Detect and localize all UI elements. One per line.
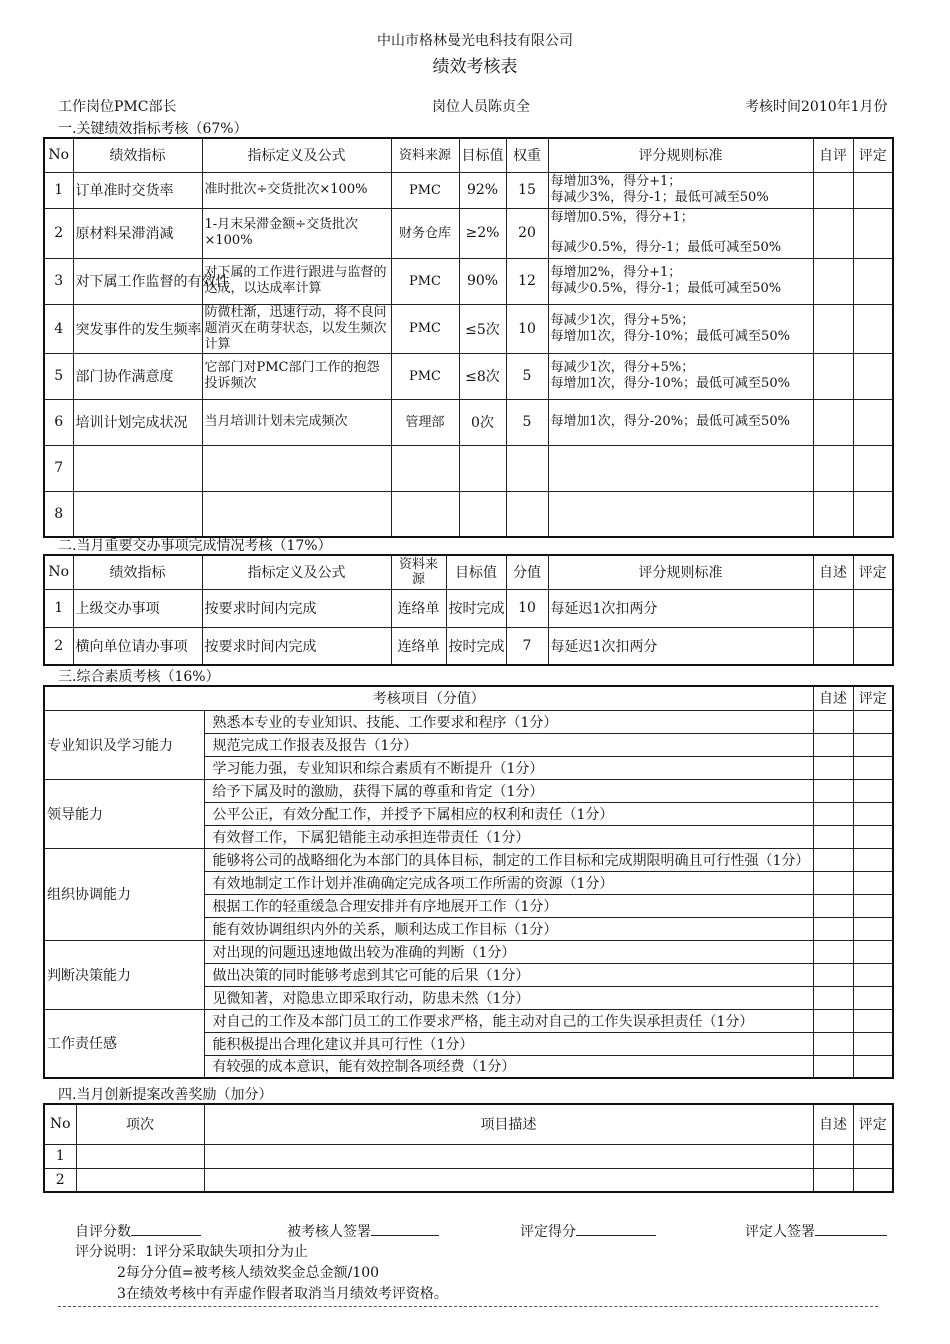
kpi-self-cell[interactable] bbox=[813, 172, 853, 208]
quality-self-cell[interactable] bbox=[813, 1009, 853, 1032]
task-name: 横向单位请办事项 bbox=[73, 627, 202, 665]
kpi-judge-cell[interactable] bbox=[853, 399, 893, 445]
quality-judge-cell[interactable] bbox=[853, 756, 893, 779]
table-row bbox=[44, 399, 893, 445]
tasks-header-def: 指标定义及公式 bbox=[202, 555, 391, 589]
table-row bbox=[44, 208, 893, 258]
kpi-header-rule: 评分规则标准 bbox=[548, 138, 813, 172]
quality-item: 规范完成工作报表及报告（1分） bbox=[204, 733, 813, 756]
innovation-desc-cell[interactable] bbox=[204, 1168, 813, 1192]
judge-sign-label: 评定人签署 bbox=[745, 1224, 815, 1240]
innovation-no: 1 bbox=[44, 1144, 76, 1168]
tasks-header-judge: 评定 bbox=[853, 555, 893, 589]
kpi-weight: 5 bbox=[506, 353, 548, 399]
page-title: 绩效考核表 bbox=[432, 57, 518, 77]
innovation-no: 2 bbox=[44, 1168, 76, 1192]
kpi-header-self: 自评 bbox=[813, 138, 853, 172]
assessee-sign-label: 被考核人签署 bbox=[287, 1224, 371, 1240]
kpi-src: PMC bbox=[391, 258, 459, 304]
kpi-rule-line1: 每减少1次，得分+5%； bbox=[550, 312, 695, 328]
quality-self-cell[interactable] bbox=[813, 733, 853, 756]
quality-item: 有效地制定工作计划并准确确定完成各项工作所需的资源（1分） bbox=[204, 871, 813, 894]
quality-judge-cell[interactable] bbox=[853, 963, 893, 986]
kpi-def[interactable] bbox=[202, 491, 391, 537]
kpi-judge-cell[interactable] bbox=[853, 172, 893, 208]
kpi-rule bbox=[548, 172, 813, 208]
quality-item: 学习能力强，专业知识和综合素质有不断提升（1分） bbox=[204, 756, 813, 779]
quality-self-cell[interactable] bbox=[813, 940, 853, 963]
tasks-header-row bbox=[44, 555, 893, 589]
note-line-3: 3在绩效考核中有弄虚作假者取消当月绩效考评资格。 bbox=[117, 1286, 448, 1302]
table-row bbox=[44, 304, 893, 353]
kpi-rule bbox=[548, 353, 813, 399]
period-field bbox=[745, 96, 888, 116]
task-src: 连络单 bbox=[391, 589, 446, 627]
task-judge-cell[interactable] bbox=[853, 627, 893, 665]
quality-group-name: 工作责任感 bbox=[44, 1009, 204, 1078]
kpi-rule-line2: 每减少0.5%，得分-1；最低可减至50% bbox=[550, 240, 782, 255]
kpi-no: 3 bbox=[44, 258, 73, 304]
person-value: 陈贞全 bbox=[488, 99, 530, 115]
task-judge-cell[interactable] bbox=[853, 589, 893, 627]
post-label: 工作岗位 bbox=[58, 99, 114, 115]
tasks-header-no: No bbox=[44, 555, 73, 589]
quality-judge-cell[interactable] bbox=[853, 986, 893, 1009]
kpi-self-cell[interactable] bbox=[813, 491, 853, 537]
quality-self-cell[interactable] bbox=[813, 825, 853, 848]
quality-self-cell[interactable] bbox=[813, 756, 853, 779]
quality-self-cell[interactable] bbox=[813, 871, 853, 894]
quality-self-cell[interactable] bbox=[813, 986, 853, 1009]
section3-title-text: 三.综合素质考核 bbox=[58, 669, 161, 685]
company-name: 中山市格林曼光电科技有限公司 bbox=[377, 33, 573, 49]
kpi-weight[interactable] bbox=[506, 491, 548, 537]
kpi-def: 准时批次÷交货批次×100% bbox=[202, 172, 391, 208]
post-field bbox=[58, 96, 176, 116]
kpi-target: ≥2% bbox=[459, 208, 506, 258]
self-score-field bbox=[75, 1221, 201, 1241]
kpi-target: ≤8次 bbox=[459, 353, 506, 399]
kpi-no: 4 bbox=[44, 304, 73, 353]
quality-self-cell[interactable] bbox=[813, 710, 853, 733]
tasks-header-src: 资料来源 bbox=[391, 555, 446, 589]
kpi-header-kpi: 绩效指标 bbox=[73, 138, 202, 172]
kpi-def: 1-月末呆滞金额÷交货批次×100% bbox=[202, 208, 391, 258]
quality-judge-cell[interactable] bbox=[853, 940, 893, 963]
notes bbox=[75, 1241, 308, 1261]
kpi-src: 管理部 bbox=[391, 399, 459, 445]
person-label: 岗位人员 bbox=[432, 99, 488, 115]
innovation-header-judge: 评定 bbox=[853, 1104, 893, 1144]
post-value: PMC部长 bbox=[114, 99, 177, 115]
self-score-line[interactable] bbox=[131, 1235, 201, 1236]
innovation-header-row bbox=[44, 1104, 893, 1144]
kpi-header-weight: 权重 bbox=[506, 138, 548, 172]
task-def: 按要求时间内完成 bbox=[202, 589, 391, 627]
task-score: 7 bbox=[506, 627, 548, 665]
task-rule: 每延迟1次扣两分 bbox=[548, 589, 813, 627]
judge-score-line[interactable] bbox=[576, 1235, 656, 1236]
kpi-rule-line1: 每减少1次，得分+5%； bbox=[550, 360, 695, 375]
cut-line-divider bbox=[58, 1306, 878, 1307]
quality-item: 做出决策的同时能够考虑到其它可能的后果（1分） bbox=[204, 963, 813, 986]
quality-judge-cell[interactable] bbox=[853, 848, 893, 871]
task-no: 1 bbox=[44, 589, 73, 627]
quality-group-name: 判断决策能力 bbox=[44, 940, 204, 1009]
kpi-header-target: 目标值 bbox=[459, 138, 506, 172]
kpi-target: ≤5次 bbox=[459, 304, 506, 353]
quality-self-cell[interactable] bbox=[813, 963, 853, 986]
quality-item: 对自己的工作及本部门员工的工作要求严格，能主动对自己的工作失误承担责任（1分） bbox=[204, 1009, 813, 1032]
assessee-sign-field bbox=[287, 1221, 439, 1241]
quality-judge-cell[interactable] bbox=[853, 1055, 893, 1078]
innovation-self-cell[interactable] bbox=[813, 1168, 853, 1192]
table-row bbox=[44, 710, 893, 733]
quality-judge-cell[interactable] bbox=[853, 894, 893, 917]
task-self-cell[interactable] bbox=[813, 589, 853, 627]
kpi-header-def: 指标定义及公式 bbox=[202, 138, 391, 172]
quality-self-cell[interactable] bbox=[813, 848, 853, 871]
section1-weight: （67%） bbox=[188, 121, 248, 137]
period-value: 2010年1月份 bbox=[801, 99, 888, 115]
quality-self-cell[interactable] bbox=[813, 1055, 853, 1078]
self-score-label: 自评分数 bbox=[75, 1224, 131, 1240]
kpi-judge-cell[interactable] bbox=[853, 258, 893, 304]
innovation-judge-cell[interactable] bbox=[853, 1144, 893, 1168]
kpi-weight: 12 bbox=[506, 258, 548, 304]
innovation-table bbox=[43, 1103, 894, 1193]
quality-self-cell[interactable] bbox=[813, 894, 853, 917]
table-row bbox=[44, 353, 893, 399]
quality-judge-cell[interactable] bbox=[853, 779, 893, 802]
period-label: 考核时间 bbox=[745, 99, 801, 115]
kpi-rule-line1: 每增加1次，得分-20%；最低可减至50% bbox=[550, 414, 790, 429]
kpi-def: 当月培训计划未完成频次 bbox=[202, 399, 391, 445]
kpi-weight: 15 bbox=[506, 172, 548, 208]
table-row bbox=[44, 491, 893, 537]
kpi-target: 90% bbox=[459, 258, 506, 304]
quality-judge-cell[interactable] bbox=[853, 802, 893, 825]
kpi-name: 对下属工作监督的有效性 bbox=[73, 258, 202, 304]
task-score: 10 bbox=[506, 589, 548, 627]
section4-title bbox=[58, 1084, 272, 1104]
judge-score-label: 评定得分 bbox=[520, 1224, 576, 1240]
quality-item: 能积极提出合理化建议并具可行性（1分） bbox=[204, 1032, 813, 1055]
kpi-judge-cell[interactable] bbox=[853, 445, 893, 491]
kpi-rule[interactable] bbox=[548, 491, 813, 537]
table-row bbox=[44, 940, 893, 963]
kpi-no: 5 bbox=[44, 353, 73, 399]
kpi-name: 培训计划完成状况 bbox=[73, 399, 202, 445]
kpi-self-cell[interactable] bbox=[813, 208, 853, 258]
kpi-judge-cell[interactable] bbox=[853, 304, 893, 353]
person-field bbox=[432, 96, 530, 116]
quality-judge-cell[interactable] bbox=[853, 825, 893, 848]
quality-item: 见微知著，对隐患立即采取行动，防患未然（1分） bbox=[204, 986, 813, 1009]
tasks-header-score: 分值 bbox=[506, 555, 548, 589]
note-line-1: 1评分采取缺失项扣分为止 bbox=[145, 1244, 308, 1260]
task-name: 上级交办事项 bbox=[73, 589, 202, 627]
kpi-name: 原材料呆滞消减 bbox=[73, 208, 202, 258]
quality-group-name: 组织协调能力 bbox=[44, 848, 204, 940]
quality-self-cell[interactable] bbox=[813, 917, 853, 940]
innovation-self-cell[interactable] bbox=[813, 1144, 853, 1168]
innovation-header-item: 项次 bbox=[76, 1104, 204, 1144]
kpi-judge-cell[interactable] bbox=[853, 208, 893, 258]
tasks-header-target: 目标值 bbox=[446, 555, 506, 589]
quality-table bbox=[43, 685, 894, 1079]
quality-item: 有效督工作，下属犯错能主动承担连带责任（1分） bbox=[204, 825, 813, 848]
kpi-weight: 10 bbox=[506, 304, 548, 353]
table-row bbox=[44, 258, 893, 304]
kpi-name: 突发事件的发生频率 bbox=[73, 304, 202, 353]
innovation-desc-cell[interactable] bbox=[204, 1144, 813, 1168]
kpi-judge-cell[interactable] bbox=[853, 491, 893, 537]
kpi-src[interactable] bbox=[391, 445, 459, 491]
task-rule: 每延迟1次扣两分 bbox=[548, 627, 813, 665]
kpi-no: 7 bbox=[44, 445, 73, 491]
kpi-self-cell[interactable] bbox=[813, 258, 853, 304]
quality-item: 有较强的成本意识，能有效控制各项经费（1分） bbox=[204, 1055, 813, 1078]
section1-title bbox=[58, 118, 248, 138]
table-row bbox=[44, 1168, 893, 1192]
innovation-header-no: No bbox=[44, 1104, 76, 1144]
kpi-weight: 20 bbox=[506, 208, 548, 258]
quality-item: 能够将公司的战略细化为本部门的具体目标，制定的工作目标和完成期限明确且可行性强（1分） bbox=[204, 848, 813, 871]
kpi-header-judge: 评定 bbox=[853, 138, 893, 172]
kpi-target: 92% bbox=[459, 172, 506, 208]
task-def: 按要求时间内完成 bbox=[202, 627, 391, 665]
table-row bbox=[44, 848, 893, 871]
section4-title-text: 四.当月创新提案改善奖励 bbox=[58, 1087, 217, 1103]
kpi-def: 对下属的工作进行跟进与监督的达成，以达成率计算 bbox=[202, 258, 391, 304]
task-src: 连络单 bbox=[391, 627, 446, 665]
quality-item: 公平公正，有效分配工作，并授予下属相应的权利和责任（1分） bbox=[204, 802, 813, 825]
quality-item: 根据工作的轻重缓急合理安排并有序地展开工作（1分） bbox=[204, 894, 813, 917]
tasks-header-rule: 评分规则标准 bbox=[548, 555, 813, 589]
section4-weight: （加分） bbox=[216, 1087, 273, 1103]
quality-judge-cell[interactable] bbox=[853, 733, 893, 756]
kpi-judge-cell[interactable] bbox=[853, 353, 893, 399]
kpi-no: 6 bbox=[44, 399, 73, 445]
kpi-header-src: 资料来源 bbox=[391, 138, 459, 172]
quality-judge-cell[interactable] bbox=[853, 1032, 893, 1055]
kpi-no: 1 bbox=[44, 172, 73, 208]
quality-judge-cell[interactable] bbox=[853, 1009, 893, 1032]
kpi-name[interactable] bbox=[73, 491, 202, 537]
table-row bbox=[44, 1144, 893, 1168]
quality-judge-cell[interactable] bbox=[853, 710, 893, 733]
innovation-item-cell[interactable] bbox=[76, 1144, 204, 1168]
kpi-src: PMC bbox=[391, 353, 459, 399]
kpi-rule bbox=[548, 258, 813, 304]
table-row bbox=[44, 445, 893, 491]
assessee-sign-line[interactable] bbox=[371, 1235, 439, 1236]
judge-score-field bbox=[520, 1221, 656, 1241]
innovation-judge-cell[interactable] bbox=[853, 1168, 893, 1192]
task-no: 2 bbox=[44, 627, 73, 665]
kpi-rule-line2: 每减少0.5%，得分-1；最低可减至50% bbox=[550, 281, 782, 296]
quality-group-name: 领导能力 bbox=[44, 779, 204, 848]
innovation-header-self: 自述 bbox=[813, 1104, 853, 1144]
quality-self-cell[interactable] bbox=[813, 779, 853, 802]
quality-item: 熟悉本专业的专业知识、技能、工作要求和程序（1分） bbox=[204, 710, 813, 733]
table-row bbox=[44, 172, 893, 208]
table-row bbox=[44, 589, 893, 627]
kpi-no: 8 bbox=[44, 491, 73, 537]
kpi-rule bbox=[548, 304, 813, 353]
kpi-self-cell[interactable] bbox=[813, 445, 853, 491]
kpi-name: 部门协作满意度 bbox=[73, 353, 202, 399]
note-line-2: 2每分分值=被考核人绩效奖金总金额/100 bbox=[117, 1265, 380, 1281]
innovation-item-cell[interactable] bbox=[76, 1168, 204, 1192]
kpi-target[interactable] bbox=[459, 491, 506, 537]
kpi-target: 0次 bbox=[459, 399, 506, 445]
kpi-weight[interactable] bbox=[506, 445, 548, 491]
kpi-src: PMC bbox=[391, 304, 459, 353]
kpi-self-cell[interactable] bbox=[813, 399, 853, 445]
kpi-table bbox=[43, 137, 894, 538]
kpi-def: 它部门对PMC部门工作的抱怨投诉频次 bbox=[202, 353, 391, 399]
quality-judge-cell[interactable] bbox=[853, 871, 893, 894]
kpi-weight: 5 bbox=[506, 399, 548, 445]
section2-weight: （17%） bbox=[272, 538, 332, 554]
kpi-rule-line1: 每增加2%，得分+1； bbox=[550, 265, 682, 280]
kpi-rule-line2: 每增加1次，得分-10%；最低可减至50% bbox=[550, 376, 790, 391]
judge-sign-field bbox=[745, 1221, 887, 1241]
kpi-header-row bbox=[44, 138, 893, 172]
section2-title bbox=[58, 535, 332, 555]
kpi-self-cell[interactable] bbox=[813, 353, 853, 399]
section2-title-text: 二.当月重要交办事项完成情况考核 bbox=[58, 538, 273, 554]
kpi-target[interactable] bbox=[459, 445, 506, 491]
quality-self-cell[interactable] bbox=[813, 802, 853, 825]
section3-title bbox=[58, 666, 220, 686]
judge-sign-line[interactable] bbox=[815, 1235, 887, 1236]
quality-item: 给予下属及时的激励，获得下属的尊重和肯定（1分） bbox=[204, 779, 813, 802]
section3-weight: （16%） bbox=[160, 669, 220, 685]
kpi-no: 2 bbox=[44, 208, 73, 258]
quality-item: 对出现的问题迅速地做出较为准确的判断（1分） bbox=[204, 940, 813, 963]
kpi-header-no: No bbox=[44, 138, 73, 172]
tasks-header-kpi: 绩效指标 bbox=[73, 555, 202, 589]
tasks-header-self: 自述 bbox=[813, 555, 853, 589]
kpi-src: PMC bbox=[391, 172, 459, 208]
quality-header-self: 自述 bbox=[813, 686, 853, 710]
kpi-rule-line1: 每增加3%，得分+1； bbox=[550, 174, 682, 189]
quality-header-items: 考核项目（分值） bbox=[44, 686, 813, 710]
quality-self-cell[interactable] bbox=[813, 1032, 853, 1055]
quality-header-judge: 评定 bbox=[853, 686, 893, 710]
kpi-rule bbox=[548, 208, 813, 258]
kpi-src[interactable] bbox=[391, 491, 459, 537]
task-target: 按时完成 bbox=[446, 589, 506, 627]
table-row bbox=[44, 627, 893, 665]
kpi-rule bbox=[548, 399, 813, 445]
quality-item: 能有效协调组织内外的关系，顺利达成工作目标（1分） bbox=[204, 917, 813, 940]
quality-header-row bbox=[44, 686, 893, 710]
kpi-src: 财务仓库 bbox=[391, 208, 459, 258]
kpi-rule-line2: 每增加1次，得分-10%；最低可减至50% bbox=[550, 328, 790, 344]
task-self-cell[interactable] bbox=[813, 627, 853, 665]
kpi-name: 订单准时交货率 bbox=[73, 172, 202, 208]
kpi-rule-line1: 每增加0.5%，得分+1； bbox=[550, 210, 694, 225]
tasks-table bbox=[43, 554, 894, 666]
quality-judge-cell[interactable] bbox=[853, 917, 893, 940]
kpi-def: 防微杜渐，迅速行动，将不良问题消灭在萌芽状态，以发生频次计算 bbox=[202, 304, 391, 353]
section1-title-text: 一.关键绩效指标考核 bbox=[58, 121, 189, 137]
kpi-self-cell[interactable] bbox=[813, 304, 853, 353]
notes-label: 评分说明： bbox=[75, 1244, 145, 1260]
quality-group-name: 专业知识及学习能力 bbox=[44, 710, 204, 779]
kpi-name[interactable] bbox=[73, 445, 202, 491]
kpi-rule[interactable] bbox=[548, 445, 813, 491]
table-row bbox=[44, 1009, 893, 1032]
innovation-header-desc: 项目描述 bbox=[204, 1104, 813, 1144]
kpi-rule-line2: 每减少3%，得分-1；最低可减至50% bbox=[550, 190, 769, 205]
task-target: 按时完成 bbox=[446, 627, 506, 665]
kpi-def[interactable] bbox=[202, 445, 391, 491]
table-row bbox=[44, 779, 893, 802]
